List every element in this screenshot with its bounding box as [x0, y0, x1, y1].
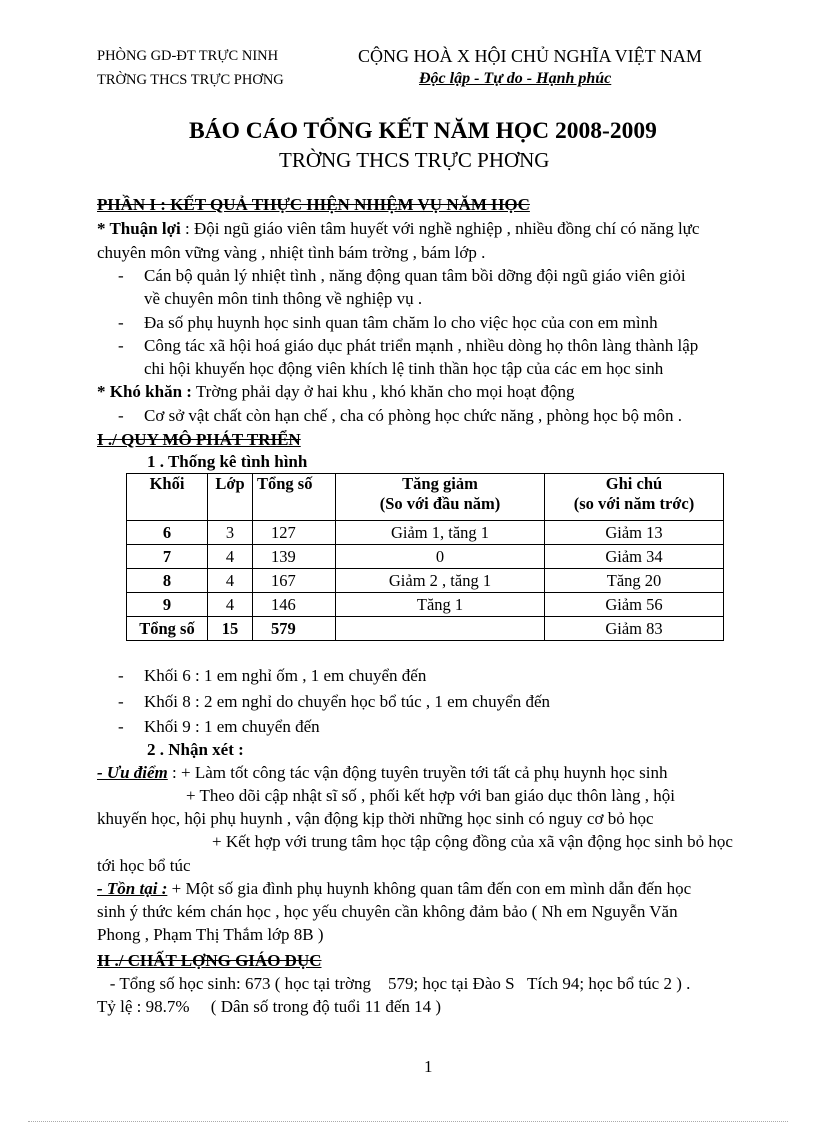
table-cell: 7 — [127, 545, 208, 569]
national-title: CỘNG HOÀ X HỘI CHỦ NGHĨA VIỆT NAM — [358, 46, 702, 66]
table-cell: Tăng 1 — [336, 593, 545, 617]
weakness-para — [97, 879, 691, 899]
advantage-bullet: chi hội khuyến học động viên khích lệ tinh thần học tập của các em học sinh — [144, 359, 664, 378]
col-header: Khối — [127, 474, 208, 521]
advantage-para — [97, 219, 699, 239]
table-cell: Giảm 1, tăng 1 — [336, 521, 545, 545]
table-row — [127, 521, 724, 545]
difficulty-bullet: Cơ sở vật chất còn hạn chế , cha có phòng học chức năng , phòng học bộ môn . — [144, 406, 682, 425]
difficulty-label: * Khó khăn : — [97, 382, 192, 401]
table-cell: 0 — [336, 545, 545, 569]
advantage-text: : Đội ngũ giáo viên tâm huyết với nghề nghiệp , nhiều đồng chí có năng lực — [180, 219, 700, 238]
table-cell: 9 — [127, 593, 208, 617]
bullet-dash: - — [118, 406, 124, 425]
table-cell: 139 — [253, 545, 336, 569]
table-note: Khối 8 : 2 em nghỉ do chuyển học bổ túc , 1 em chuyển đến — [144, 692, 551, 711]
table-cell: 3 — [208, 521, 253, 545]
advantage-text-cont: chuyên môn vững vàng , nhiệt tình bám trờng , bám lớp . — [97, 243, 486, 262]
col-header: Ghi chú (so với năm trớc) — [545, 474, 724, 521]
department-name: PHÒNG GD-ĐT TRỰC NINH — [97, 48, 279, 64]
table-cell: Giảm 34 — [545, 545, 724, 569]
national-motto: Độc lập - Tự do - Hạnh phúc — [419, 70, 612, 87]
table-cell: 4 — [208, 545, 253, 569]
section1-heading: I ./ QUY MÔ PHÁT TRIỂN — [97, 430, 301, 449]
col-header: Lớp — [208, 474, 253, 521]
part1-heading: PHẦN I : KẾT QUẢ THỰC HIỆN NHIỆM VỤ NĂM HỌC — [97, 195, 530, 214]
table-cell: Giảm 56 — [545, 593, 724, 617]
table-cell: 8 — [127, 569, 208, 593]
strength-text: + Kết hợp với trung tâm học tập cộng đồng của xã vận động học sinh bỏ học — [212, 832, 733, 851]
col-header: Tăng giảm (So với đầu năm) — [336, 474, 545, 521]
advantage-bullet: Công tác xã hội hoá giáo dục phát triển mạnh , nhiều dòng họ thôn làng thành lập — [144, 336, 699, 355]
bullet-dash: - — [118, 692, 124, 711]
table-cell: 4 — [208, 593, 253, 617]
table-cell: 579 — [253, 617, 336, 641]
bullet-dash: - — [118, 717, 124, 736]
weakness-label: - Tồn tại : — [97, 879, 168, 898]
table-cell: 15 — [208, 617, 253, 641]
report-title: BÁO CÁO TỔNG KẾT NĂM HỌC 2008-2009 — [189, 118, 657, 144]
table-cell: 167 — [253, 569, 336, 593]
advantage-bullet: Cán bộ quản lý nhiệt tình , năng động quan tâm bồi dỡng đội ngũ giáo viên giỏi — [144, 266, 686, 285]
bullet-dash: - — [118, 313, 124, 332]
bullet-dash: - — [118, 266, 124, 285]
page-number: 1 — [424, 1057, 433, 1076]
table-note: Khối 6 : 1 em nghỉ ốm , 1 em chuyển đến — [144, 666, 427, 685]
advantage-label: * Thuận lợi — [97, 219, 181, 238]
strength-para — [97, 763, 667, 783]
strength-label: - Ưu điểm — [97, 763, 168, 782]
strength-text: + Theo dõi cập nhật sĩ số , phối kết hợp với ban giáo dục thôn làng , hội — [186, 786, 676, 805]
section2-heading: II ./ CHẤT LỢNG GIÁO DỤC — [97, 951, 322, 970]
difficulty-text: Trờng phải dạy ở hai khu , khó khăn cho mọi hoạt động — [191, 382, 575, 401]
weakness-text: sinh ý thức kém chán học , học yếu chuyên cần không đảm bảo ( Nh em Nguyễn Văn — [97, 902, 678, 921]
col-header: Tổng số — [253, 474, 336, 521]
advantage-bullet: về chuyên môn tinh thông về nghiệp vụ . — [144, 289, 423, 308]
difficulty-para — [97, 382, 574, 402]
bullet-dash: - — [118, 336, 124, 355]
weakness-text: + Một số gia đình phụ huynh không quan tâm đến con em mình dẫn đến học — [167, 879, 692, 898]
table-cell: Tăng 20 — [545, 569, 724, 593]
remarks-subheading: 2 . Nhận xét : — [147, 740, 244, 759]
stats-subheading: 1 . Thống kê tình hình — [147, 452, 308, 471]
table-header-row — [127, 474, 724, 521]
table-total-row — [127, 617, 724, 641]
report-subtitle: TRỜNG THCS TRỰC PHƠNG — [279, 148, 550, 172]
table-row — [127, 593, 724, 617]
table-cell: 146 — [253, 593, 336, 617]
school-name: TRỜNG THCS TRỰC PHƠNG — [97, 72, 284, 88]
table-cell: Giảm 2 , tăng 1 — [336, 569, 545, 593]
table-cell: 127 — [253, 521, 336, 545]
table-cell: Giảm 13 — [545, 521, 724, 545]
advantage-bullet: Đa số phụ huynh học sinh quan tâm chăm lo cho việc học của con em mình — [144, 313, 658, 332]
table-cell: Giảm 83 — [545, 617, 724, 641]
table-cell: 6 — [127, 521, 208, 545]
table-cell — [336, 617, 545, 641]
strength-text: tới học bổ túc — [97, 856, 191, 875]
bullet-dash: - — [118, 666, 124, 685]
section2-text: - Tổng số học sinh: 673 ( học tại trờng 579; học tại Đào S Tích 94; học bổ túc 2 ) . — [97, 974, 691, 993]
weakness-text: Phong , Phạm Thị Thắm lớp 8B ) — [97, 925, 324, 944]
table-row — [127, 545, 724, 569]
table-row — [127, 569, 724, 593]
table-note: Khối 9 : 1 em chuyển đến — [144, 717, 320, 736]
page-bottom-border — [28, 1121, 788, 1122]
table-cell: Tổng số — [127, 617, 208, 641]
section2-text: Tỷ lệ : 98.7% ( Dân số trong độ tuổi 11 đến 14 ) — [97, 997, 442, 1016]
strength-text: khuyến học, hội phụ huynh , vận động kịp thời những học sinh có nguy cơ bỏ học — [97, 809, 654, 828]
strength-text: : + Làm tốt công tác vận động tuyên truyền tới tất cả phụ huynh học sinh — [167, 763, 668, 782]
table-cell: 4 — [208, 569, 253, 593]
stats-table — [126, 473, 724, 641]
